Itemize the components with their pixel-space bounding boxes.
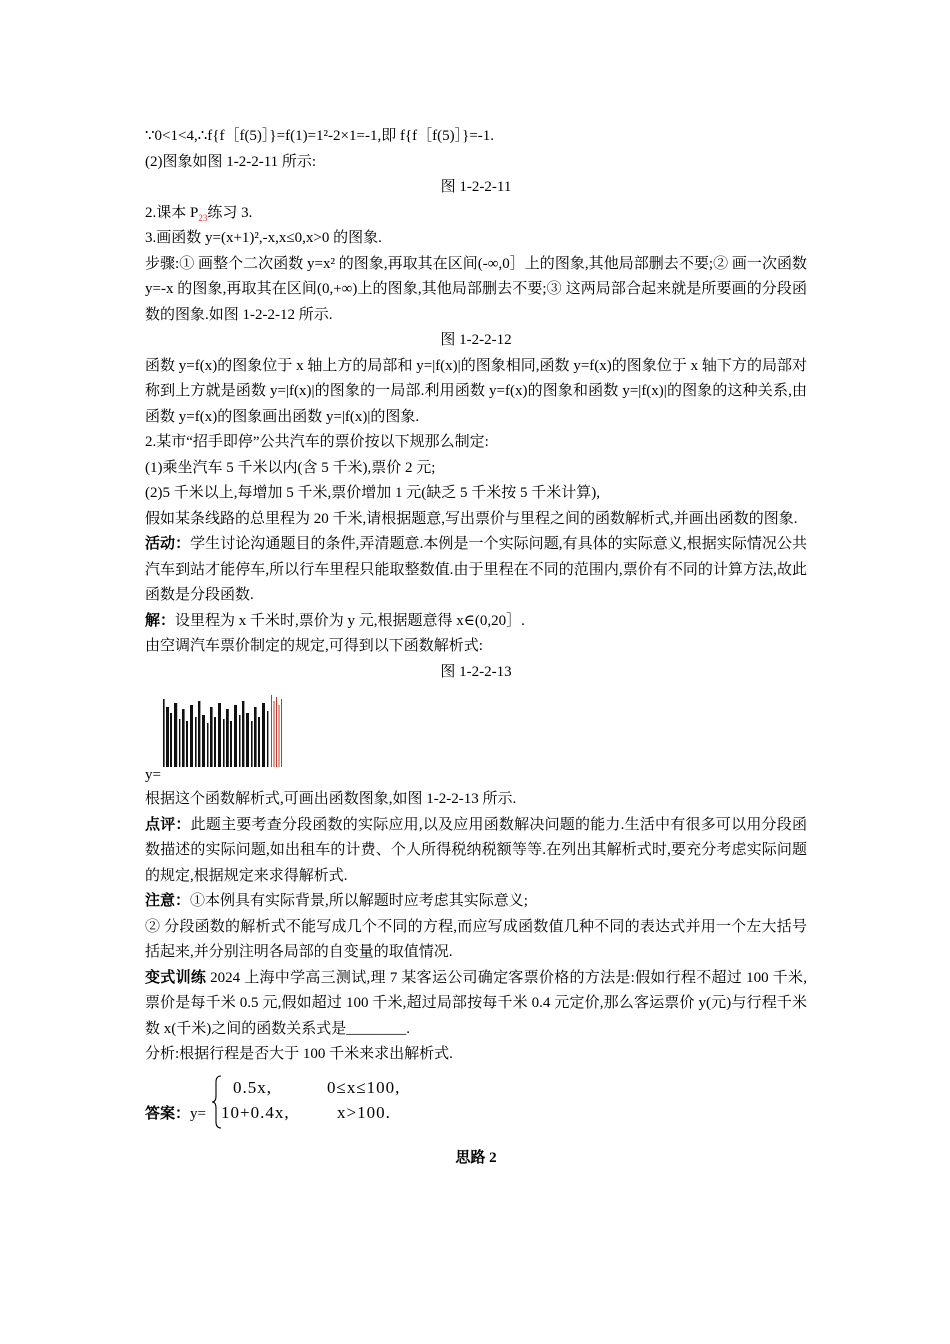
formula-image-row (145, 691, 807, 787)
paragraph-question: 假如某条线路的总里程为 20 千米,请根据题意,写出票价与里程之间的函数解析式,并画出函数的图象. (145, 510, 798, 527)
note-text: ①本例具有实际背景,所以解题时应考虑其实际意义; (190, 893, 528, 909)
line-eval: ∵0<1<4,∴f{f［f(5)］}=f(1)=1²-2×1=-1,即 f{f［f(5)］}=-1. (145, 128, 495, 144)
variant-text: 2024 上海中学高三测试,理 7 某客运公司确定客票价格的方法是:假如行程不超过 100 千米,票价是每千米 0.5 元,假如超过 100 千米,超过局部按每千米 0.4 元定价,那么客运票价 y(元)与行程千米数 x(千米)之间的函数关系式是________. (145, 969, 807, 1037)
page-subscript: 23 (198, 212, 208, 223)
section-heading: 思路 2 (455, 1149, 497, 1166)
figure-caption-13: 图 1-2-2-13 (440, 663, 512, 680)
line-analysis: 分析:根据行程是否大于 100 千米来求出解析式. (145, 1046, 453, 1062)
piece-1-expr: 0.5x, (233, 1077, 272, 1097)
piece-row-2 (221, 1100, 391, 1126)
comment-text: 此题主要考查分段函数的实际应用,以及应用函数解决问题的能力.生活中有很多可以用分段函数描述的实际问题,如出租车的计费、个人所得税纳税额等等.在列出其解析式时,要充分考虑实际问题的规定,根据规定来求得解析式. (145, 816, 807, 884)
textbook-text: 2.课本 P (145, 204, 199, 221)
piece-1-cond: 0≤x≤100, (327, 1077, 401, 1097)
textbook-text-2: 练习 3. (207, 204, 253, 221)
garbled-formula-image (160, 691, 286, 777)
line-graph-note: (2)图象如图 1-2-2-11 所示: (145, 153, 317, 170)
line-problem-2: 2.某市“招手即停”公共汽车的票价按以下规那么制定: (145, 434, 489, 450)
comment-label: 点评： (145, 816, 191, 833)
piece-row-1 (221, 1075, 400, 1101)
paragraph-activity (145, 532, 807, 609)
line-rule-1: (1)乘坐汽车 5 千米以内(含 5 千米),票价 2 元; (145, 459, 436, 476)
line-textbook (145, 201, 807, 227)
y-equals-label: y= (145, 767, 161, 783)
solution-text: 设里程为 x 千米时,票价为 y 元,根据题意得 x∈(0,20］. (175, 612, 525, 629)
answer-y: y= (190, 1105, 206, 1122)
activity-label: 活动： (145, 536, 191, 552)
piece-2-cond: x>100. (337, 1102, 391, 1122)
activity-text: 学生讨论沟通题目的条件,弄清题意.本例是一个实际问题,有具体的实际意义,根据实际情况公共汽车到站才能停车,所以行车里程只能取整数值.由于里程在不同的范围内,票价有不同的计算方法,故此函数是分段函数. (145, 536, 807, 603)
paragraph-solution (145, 609, 807, 635)
line-formula-intro: 由空调汽车票价制定的规定,可得到以下函数解析式: (145, 638, 483, 654)
paragraph-absolute: 函数 y=f(x)的图象位于 x 轴上方的局部和 y=|f(x)|的图象相同,函数 y=f(x)的图象位于 x 轴下方的局部对称到上方就是函数 y=|f(x)|的图象的一局部.利用函数 y=f(x)的图象和函数 y=|f(x)|的图象的这种关系,由函数 y=f(x)的图象画出函数 y=|f(x)|的图象. (145, 357, 807, 425)
paragraph-note-1 (145, 889, 807, 915)
paragraph-note-2: ② 分段函数的解析式不能写成几个不同的方程,而应写成函数值几种不同的表达式并用一个左大括号括起来,并分别注明各局部的自变量的取值情况. (145, 918, 807, 960)
solution-label: 解： (145, 612, 176, 629)
note-label: 注意： (145, 893, 191, 909)
piecewise-function (211, 1074, 451, 1130)
piece-2-expr: 10+0.4x, (221, 1102, 290, 1122)
answer-label: 答案： (145, 1105, 191, 1122)
answer-block (145, 1074, 807, 1130)
line-draw-function: 3.画函数 y=(x+1)²,-x,x≤0,x>0 的图象. (145, 230, 382, 246)
paragraph-variant (145, 966, 807, 1043)
paragraph-comment (145, 813, 807, 890)
figure-caption-12: 图 1-2-2-12 (440, 332, 512, 348)
document-page (145, 124, 807, 1171)
paragraph-steps: 步骤:① 画整个二次函数 y=x² 的图象,再取其在区间(-∞,0］上的图象,其他局部删去不要;② 画一次函数 y=-x 的图象,再取其在区间(0,+∞)上的图象,其他局部删去不要;③ 这两局部合起来就是所要画的分段函数的图象.如图 1-2-2-12 所示. (145, 255, 807, 323)
figure-caption-11: 图 1-2-2-11 (440, 179, 512, 195)
line-graph-drawn: 根据这个函数解析式,可画出函数图象,如图 1-2-2-13 所示. (145, 791, 517, 807)
answer-label-wrap (145, 1102, 206, 1128)
variant-label: 变式训练 (145, 969, 207, 986)
line-rule-2: (2)5 千米以上,每增加 5 千米,票价增加 1 元(缺乏 5 千米按 5 千米计算), (145, 485, 600, 501)
